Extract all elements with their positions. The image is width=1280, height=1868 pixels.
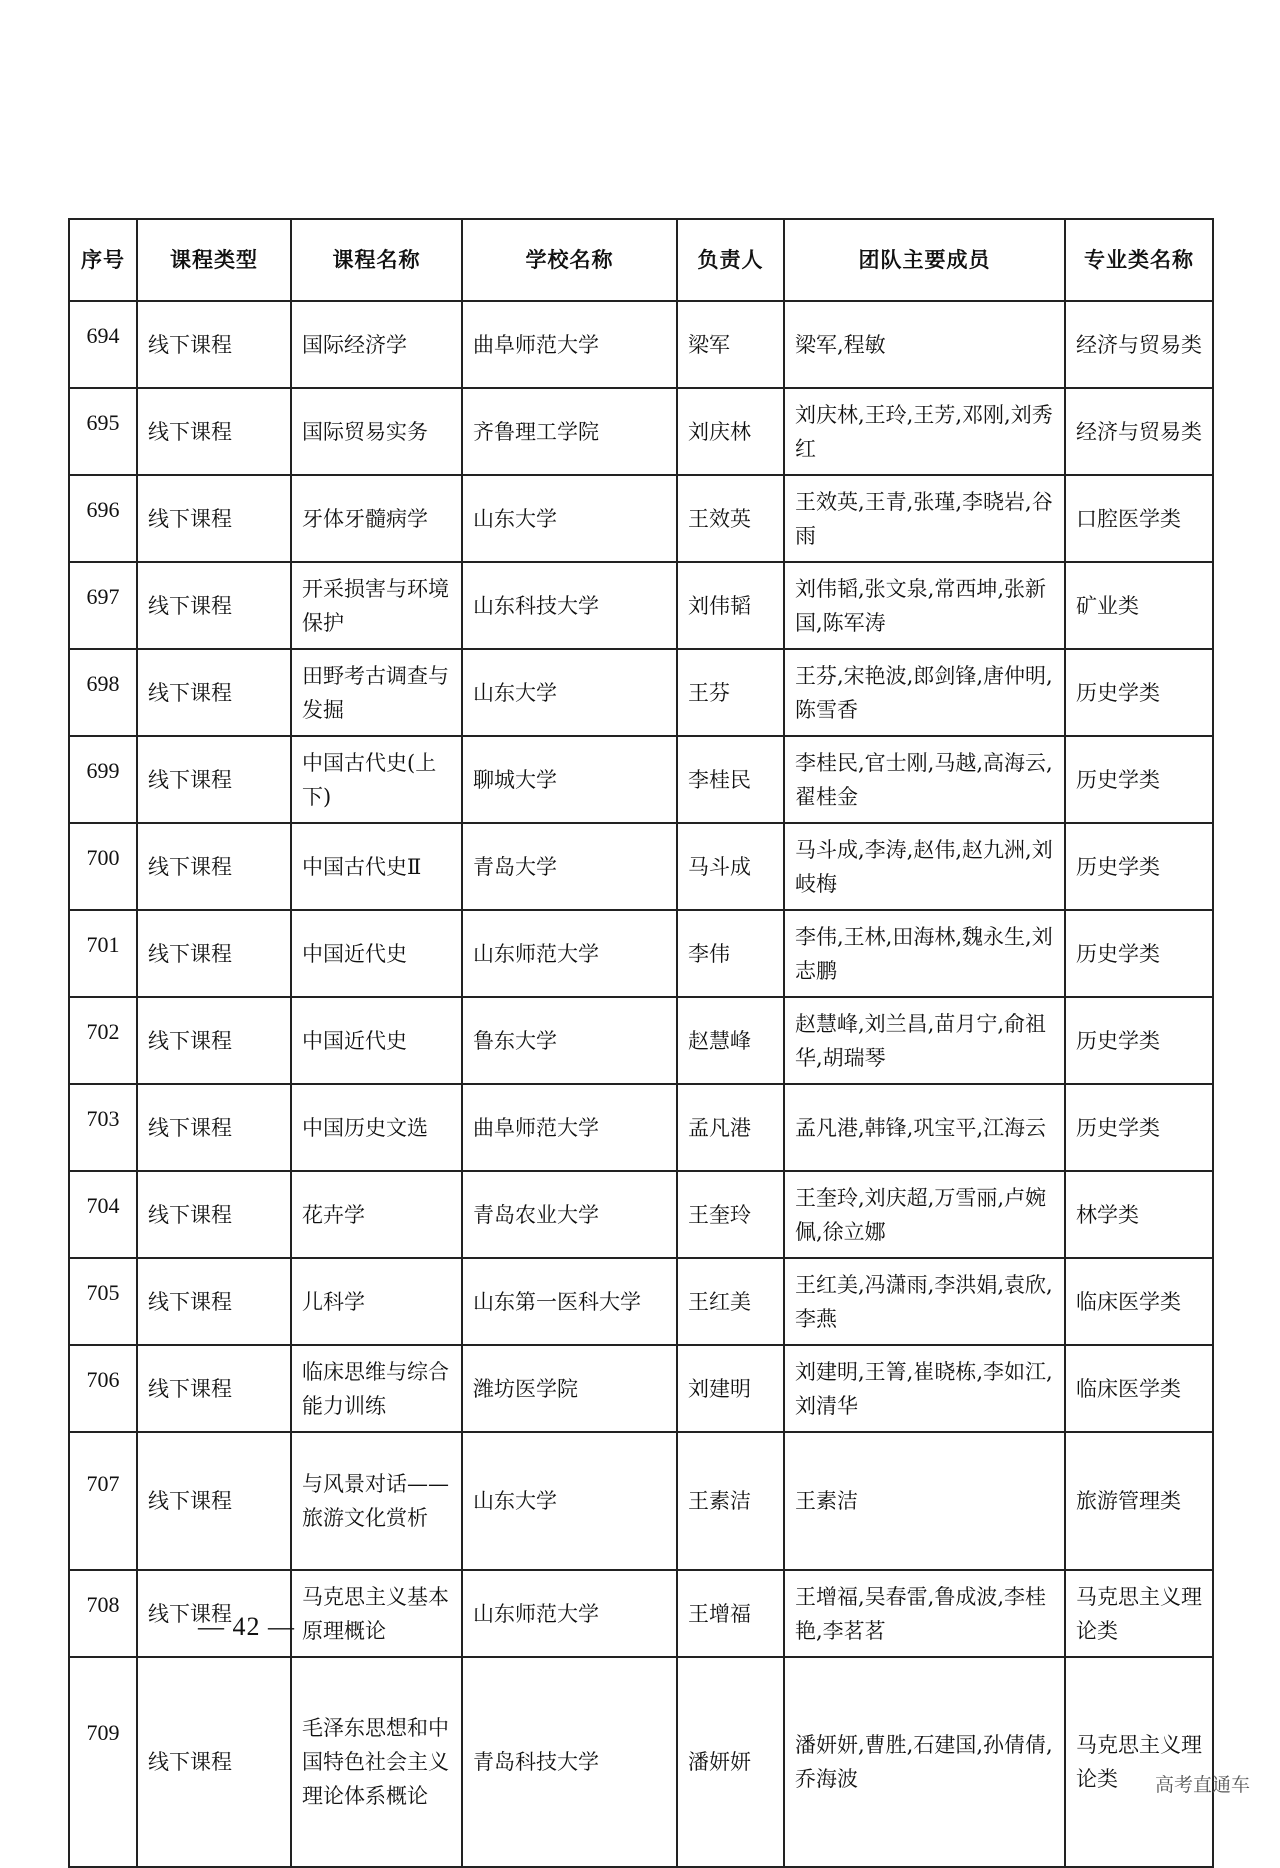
cell-category: 旅游管理类 [1065, 1432, 1213, 1570]
cell-members: 刘建明,王箐,崔晓栋,李如江,刘清华 [784, 1345, 1065, 1432]
cell-members: 赵慧峰,刘兰昌,苗月宁,俞祖华,胡瑞琴 [784, 997, 1065, 1084]
cell-leader: 赵慧峰 [677, 997, 784, 1084]
cell-course: 中国古代史Ⅱ [291, 823, 462, 910]
cell-category: 历史学类 [1065, 997, 1213, 1084]
cell-category: 临床医学类 [1065, 1345, 1213, 1432]
cell-category: 历史学类 [1065, 736, 1213, 823]
cell-category: 林学类 [1065, 1171, 1213, 1258]
cell-school: 聊城大学 [462, 736, 677, 823]
cell-school: 山东师范大学 [462, 910, 677, 997]
cell-num: 697 [69, 562, 137, 649]
cell-course: 马克思主义基本原理概论 [291, 1570, 462, 1657]
cell-school: 山东大学 [462, 649, 677, 736]
header-type: 课程类型 [137, 219, 291, 301]
table-row [69, 649, 1213, 736]
cell-school: 山东大学 [462, 1432, 677, 1570]
cell-members: 王芬,宋艳波,郎剑锋,唐仲明,陈雪香 [784, 649, 1065, 736]
cell-leader: 王效英 [677, 475, 784, 562]
cell-school: 山东科技大学 [462, 562, 677, 649]
cell-category: 历史学类 [1065, 1084, 1213, 1171]
cell-category: 历史学类 [1065, 910, 1213, 997]
cell-members: 王增福,吴春雷,鲁成波,李桂艳,李茗茗 [784, 1570, 1065, 1657]
cell-num: 695 [69, 388, 137, 475]
cell-course: 牙体牙髓病学 [291, 475, 462, 562]
cell-leader: 刘庆林 [677, 388, 784, 475]
cell-type: 线下课程 [137, 475, 291, 562]
cell-type: 线下课程 [137, 1345, 291, 1432]
cell-leader: 潘妍妍 [677, 1657, 784, 1867]
cell-course: 与风景对话——旅游文化赏析 [291, 1432, 462, 1570]
cell-type: 线下课程 [137, 301, 291, 388]
cell-members: 刘伟韬,张文泉,常西坤,张新国,陈军涛 [784, 562, 1065, 649]
cell-leader: 刘伟韬 [677, 562, 784, 649]
cell-num: 699 [69, 736, 137, 823]
cell-num: 702 [69, 997, 137, 1084]
cell-members: 王效英,王青,张瑾,李晓岩,谷雨 [784, 475, 1065, 562]
cell-leader: 刘建明 [677, 1345, 784, 1432]
cell-school: 山东第一医科大学 [462, 1258, 677, 1345]
cell-course: 开采损害与环境保护 [291, 562, 462, 649]
cell-category: 口腔医学类 [1065, 475, 1213, 562]
table-row [69, 1258, 1213, 1345]
table-row [69, 997, 1213, 1084]
cell-leader: 马斗成 [677, 823, 784, 910]
cell-category: 历史学类 [1065, 649, 1213, 736]
cell-num: 698 [69, 649, 137, 736]
header-num: 序号 [69, 219, 137, 301]
cell-course: 中国古代史(上下) [291, 736, 462, 823]
table-row [69, 388, 1213, 475]
watermark: 高考直通车 [1154, 1774, 1250, 1796]
cell-members: 李桂民,官士刚,马越,高海云,翟桂金 [784, 736, 1065, 823]
page-number: — 42 — [198, 1612, 295, 1641]
cell-num: 709 [69, 1657, 137, 1867]
cell-course: 国际经济学 [291, 301, 462, 388]
cell-course: 中国近代史 [291, 997, 462, 1084]
table-row [69, 1084, 1213, 1171]
header-leader: 负责人 [677, 219, 784, 301]
table-row [69, 475, 1213, 562]
cell-type: 线下课程 [137, 823, 291, 910]
cell-leader: 王素洁 [677, 1432, 784, 1570]
cell-type: 线下课程 [137, 910, 291, 997]
cell-leader: 王增福 [677, 1570, 784, 1657]
cell-num: 696 [69, 475, 137, 562]
cell-members: 刘庆林,王玲,王芳,邓刚,刘秀红 [784, 388, 1065, 475]
table-header-row [69, 219, 1213, 301]
header-course: 课程名称 [291, 219, 462, 301]
cell-members: 梁军,程敏 [784, 301, 1065, 388]
cell-leader: 孟凡港 [677, 1084, 784, 1171]
cell-members: 王奎玲,刘庆超,万雪丽,卢婉佩,徐立娜 [784, 1171, 1065, 1258]
table-row [69, 736, 1213, 823]
cell-members: 王红美,冯潇雨,李洪娟,袁欣,李燕 [784, 1258, 1065, 1345]
table-row [69, 1345, 1213, 1432]
cell-type: 线下课程 [137, 649, 291, 736]
cell-num: 705 [69, 1258, 137, 1345]
cell-num: 700 [69, 823, 137, 910]
cell-type: 线下课程 [137, 562, 291, 649]
cell-category: 经济与贸易类 [1065, 301, 1213, 388]
cell-members: 马斗成,李涛,赵伟,赵九洲,刘岐梅 [784, 823, 1065, 910]
cell-num: 701 [69, 910, 137, 997]
table-row [69, 1432, 1213, 1570]
table-row [69, 1171, 1213, 1258]
cell-school: 山东大学 [462, 475, 677, 562]
cell-type: 线下课程 [137, 1432, 291, 1570]
cell-leader: 王芬 [677, 649, 784, 736]
cell-school: 鲁东大学 [462, 997, 677, 1084]
cell-school: 青岛科技大学 [462, 1657, 677, 1867]
cell-category: 马克思主义理论类 [1065, 1657, 1213, 1867]
table-row [69, 1657, 1213, 1867]
cell-school: 青岛大学 [462, 823, 677, 910]
cell-course: 毛泽东思想和中国特色社会主义理论体系概论 [291, 1657, 462, 1867]
cell-leader: 李桂民 [677, 736, 784, 823]
cell-category: 矿业类 [1065, 562, 1213, 649]
cell-leader: 梁军 [677, 301, 784, 388]
cell-type: 线下课程 [137, 1084, 291, 1171]
cell-category: 临床医学类 [1065, 1258, 1213, 1345]
cell-num: 703 [69, 1084, 137, 1171]
cell-school: 齐鲁理工学院 [462, 388, 677, 475]
cell-num: 704 [69, 1171, 137, 1258]
header-school: 学校名称 [462, 219, 677, 301]
cell-members: 王素洁 [784, 1432, 1065, 1570]
header-members: 团队主要成员 [784, 219, 1065, 301]
cell-course: 中国近代史 [291, 910, 462, 997]
cell-category: 马克思主义理论类 [1065, 1570, 1213, 1657]
cell-course: 田野考古调查与发掘 [291, 649, 462, 736]
cell-leader: 王奎玲 [677, 1171, 784, 1258]
cell-category: 历史学类 [1065, 823, 1213, 910]
cell-school: 青岛农业大学 [462, 1171, 677, 1258]
cell-num: 706 [69, 1345, 137, 1432]
cell-course: 儿科学 [291, 1258, 462, 1345]
cell-members: 潘妍妍,曹胜,石建国,孙倩倩,乔海波 [784, 1657, 1065, 1867]
cell-school: 曲阜师范大学 [462, 1084, 677, 1171]
cell-school: 山东师范大学 [462, 1570, 677, 1657]
cell-type: 线下课程 [137, 1171, 291, 1258]
cell-type: 线下课程 [137, 997, 291, 1084]
cell-course: 花卉学 [291, 1171, 462, 1258]
cell-type: 线下课程 [137, 388, 291, 475]
header-category: 专业类名称 [1065, 219, 1213, 301]
table-row [69, 910, 1213, 997]
cell-type: 线下课程 [137, 1570, 291, 1657]
cell-leader: 王红美 [677, 1258, 784, 1345]
table-row [69, 562, 1213, 649]
cell-course: 中国历史文选 [291, 1084, 462, 1171]
cell-num: 707 [69, 1432, 137, 1570]
cell-type: 线下课程 [137, 736, 291, 823]
cell-num: 708 [69, 1570, 137, 1657]
cell-category: 经济与贸易类 [1065, 388, 1213, 475]
cell-num: 694 [69, 301, 137, 388]
table-row [69, 301, 1213, 388]
cell-type: 线下课程 [137, 1258, 291, 1345]
cell-school: 曲阜师范大学 [462, 301, 677, 388]
cell-course: 临床思维与综合能力训练 [291, 1345, 462, 1432]
cell-course: 国际贸易实务 [291, 388, 462, 475]
cell-school: 潍坊医学院 [462, 1345, 677, 1432]
cell-members: 李伟,王林,田海林,魏永生,刘志鹏 [784, 910, 1065, 997]
table-row [69, 823, 1213, 910]
cell-type: 线下课程 [137, 1657, 291, 1867]
cell-leader: 李伟 [677, 910, 784, 997]
cell-members: 孟凡港,韩锋,巩宝平,江海云 [784, 1084, 1065, 1171]
